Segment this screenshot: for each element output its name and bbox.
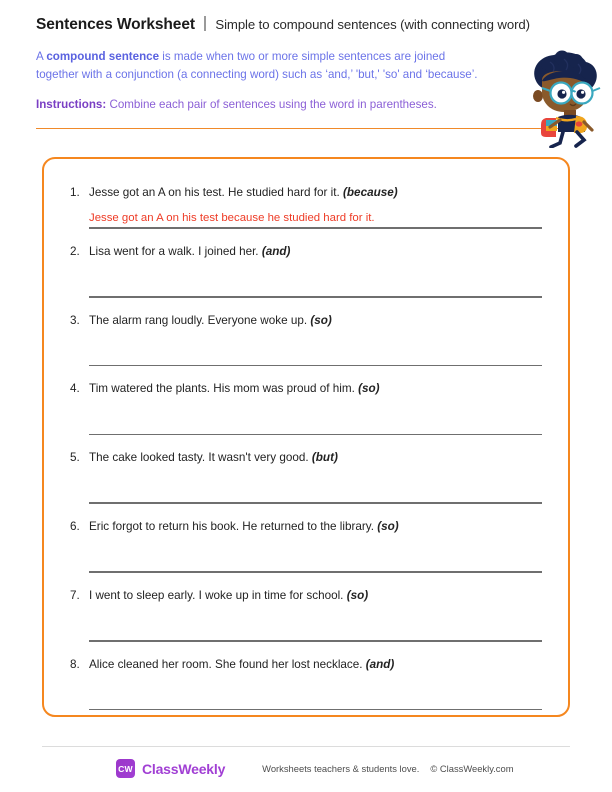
question-text xyxy=(89,381,542,397)
page-footer xyxy=(42,746,570,778)
instructions-paragraph xyxy=(36,96,506,113)
answer-zone[interactable] xyxy=(89,397,542,439)
title-subtitle: Simple to compound sentences (with connecting word) xyxy=(215,17,530,32)
question-sentence: Lisa went for a walk. I joined her. xyxy=(89,244,259,258)
question-item xyxy=(70,588,542,646)
answer-zone[interactable] xyxy=(89,535,542,577)
question-number: 3. xyxy=(70,313,80,327)
footer-tagline: Worksheets teachers & students love. xyxy=(262,763,420,774)
question-item xyxy=(70,244,542,302)
header-divider xyxy=(36,128,576,129)
title-main: Sentences Worksheet xyxy=(36,16,195,33)
question-number: 4. xyxy=(70,382,80,396)
question-sentence: The cake looked tasty. It wasn't very good. xyxy=(89,451,309,465)
question-text xyxy=(89,450,542,466)
intro-text-part2: is made when two or more simple sentences are joined together with a conjunction (a connecting word) such as ‘and,’ 'but,' 'so' and ‘because’. xyxy=(36,50,478,81)
classweekly-logo-icon: CW xyxy=(116,759,135,778)
question-item xyxy=(70,381,542,439)
question-text xyxy=(89,185,542,201)
question-list xyxy=(70,185,542,714)
answer-zone[interactable] xyxy=(89,672,542,714)
question-body xyxy=(89,185,542,233)
question-sentence: The alarm rang loudly. Everyone woke up. xyxy=(89,313,308,327)
answer-line[interactable] xyxy=(89,296,542,298)
question-conjunction: (and) xyxy=(261,244,291,258)
intro-term: compound sentence xyxy=(46,50,160,63)
answer-line[interactable] xyxy=(89,227,542,229)
question-number: 1. xyxy=(70,186,80,199)
brand-name: ClassWeekly xyxy=(142,760,226,777)
answer-zone[interactable] xyxy=(89,328,542,370)
question-number: 5. xyxy=(70,451,80,465)
answer-text: Jesse got an A on his test because he studied hard for it. xyxy=(89,211,375,224)
answer-zone[interactable] xyxy=(89,466,542,508)
intro-paragraph xyxy=(36,48,488,83)
instructions-label: Instructions: xyxy=(36,98,107,112)
question-body xyxy=(89,450,542,508)
question-sentence: Alice cleaned her room. She found her lost necklace. xyxy=(89,657,363,671)
question-conjunction: (so) xyxy=(377,519,399,533)
question-body xyxy=(89,381,542,439)
question-number: 7. xyxy=(70,588,80,602)
question-conjunction: (but) xyxy=(311,451,338,465)
answer-line[interactable] xyxy=(89,434,542,436)
question-body xyxy=(89,588,542,646)
student-mascot-icon xyxy=(520,48,606,148)
answer-zone[interactable] xyxy=(89,604,542,646)
answer-line[interactable] xyxy=(89,709,542,711)
question-conjunction: (because) xyxy=(343,186,398,199)
question-text xyxy=(89,244,542,260)
question-sentence: I went to sleep early. I woke up in time for school. xyxy=(89,588,344,602)
question-text xyxy=(89,313,542,329)
answer-line[interactable] xyxy=(89,640,542,642)
question-number: 6. xyxy=(70,519,80,533)
question-conjunction: (so) xyxy=(346,588,369,602)
page-header xyxy=(36,0,576,129)
question-body xyxy=(89,657,542,715)
question-body xyxy=(89,244,542,302)
question-item xyxy=(70,519,542,577)
page-title xyxy=(36,14,576,34)
footer-divider xyxy=(42,746,570,747)
question-item xyxy=(70,185,542,233)
question-conjunction: (and) xyxy=(365,657,395,671)
answer-line[interactable] xyxy=(89,571,542,573)
question-text xyxy=(89,519,542,535)
question-body xyxy=(89,313,542,371)
question-sentence: Eric forgot to return his book. He returned to the library. xyxy=(89,519,374,533)
question-sentence: Tim watered the plants. His mom was proud of him. xyxy=(89,382,355,396)
question-number: 8. xyxy=(70,657,80,671)
question-item xyxy=(70,657,542,715)
answer-line[interactable] xyxy=(89,502,542,504)
title-separator-icon xyxy=(204,16,207,31)
answer-zone[interactable] xyxy=(89,260,542,302)
question-item xyxy=(70,313,542,371)
instructions-text: Combine each pair of sentences using the word in parentheses. xyxy=(106,98,437,112)
question-body xyxy=(89,519,542,577)
footer-copyright: © ClassWeekly.com xyxy=(430,763,514,774)
footer-content xyxy=(42,759,570,778)
question-item xyxy=(70,450,542,508)
question-number: 2. xyxy=(70,244,80,258)
answer-zone[interactable] xyxy=(89,201,542,233)
worksheet-questions-box xyxy=(42,157,570,717)
question-text xyxy=(89,588,542,604)
question-conjunction: (so) xyxy=(358,382,380,396)
intro-text-part1: A xyxy=(36,50,47,63)
answer-line[interactable] xyxy=(89,365,542,367)
question-conjunction: (so) xyxy=(310,313,332,327)
question-sentence: Jesse got an A on his test. He studied hard for it. xyxy=(89,186,340,199)
question-text xyxy=(89,657,542,673)
